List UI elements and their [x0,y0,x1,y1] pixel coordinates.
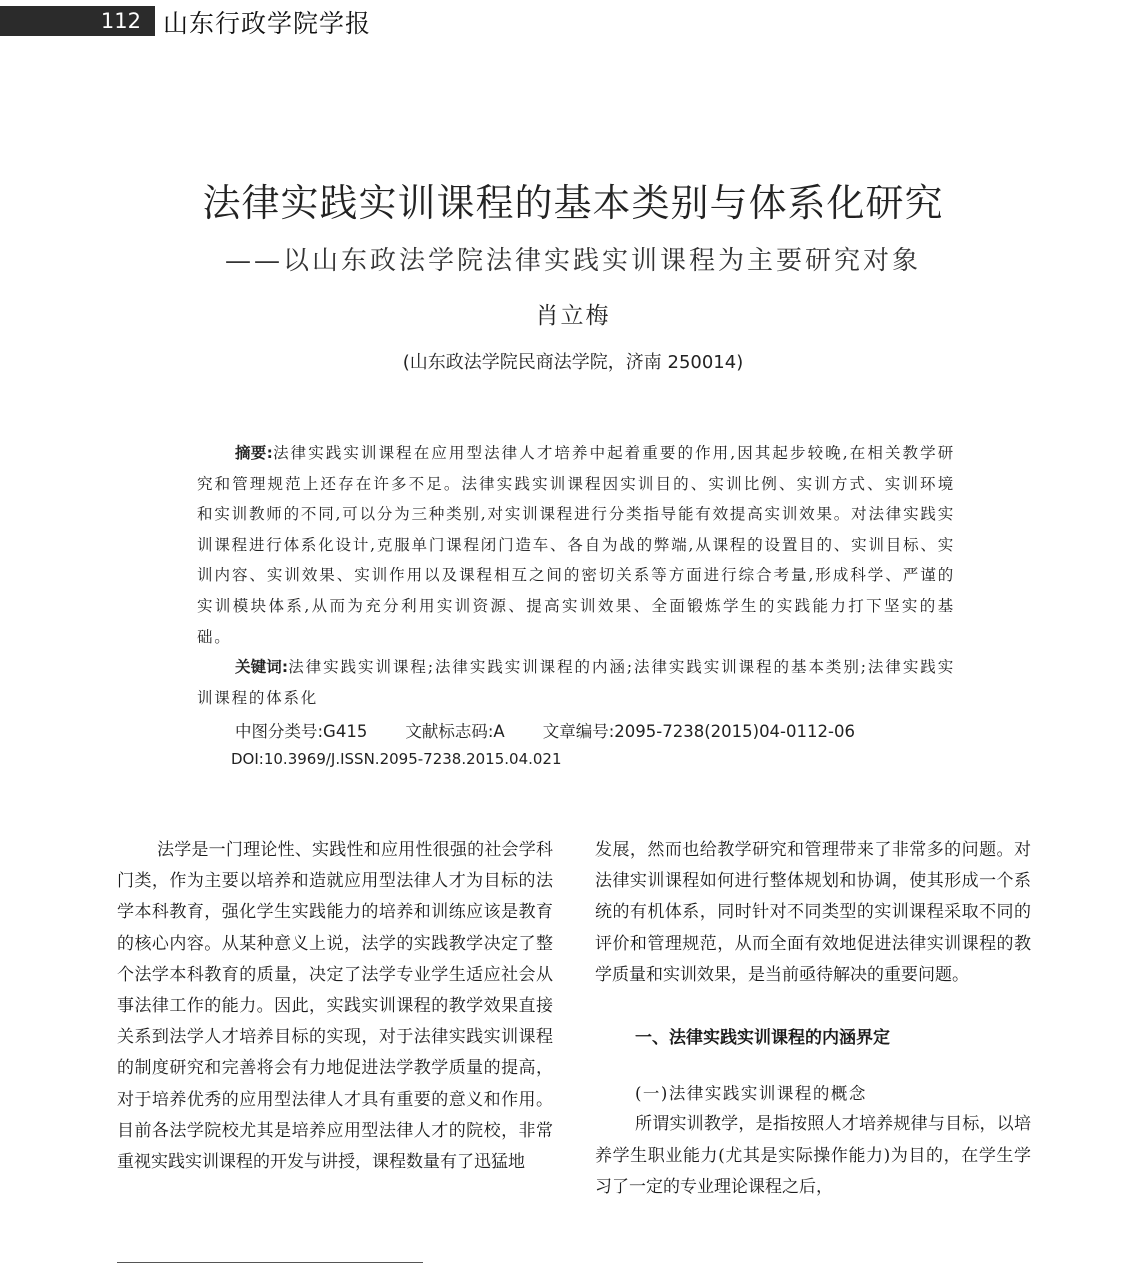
body-paragraph: 所谓实训教学，是指按照人才培养规律与目标，以培养学生职业能力(尤其是实际操作能力)为目的，在学生学习了一定的专业理论课程之后， [595,1114,1031,1197]
author-name: 肖立梅 [535,303,611,329]
abstract-label: 摘要: [235,444,273,462]
body-column-left [117,835,553,1178]
article-subtitle: ——以山东政法学院法律实践实训课程为主要研究对象 [224,246,921,276]
abstract-text: 法律实践实训课程在应用型法律人才培养中起着重要的作用,因其起步较晚,在相关教学研究和管理规范上还存在许多不足。法律实践实训课程因实训目的、实训比例、实训方式、实训环境和实训教师的不同,可以分为三种类别,对实训课程进行分类指导能有效提高实训效果。对法律实践实训课程进行体系化设计,克服单门课程闭门造车、各自为战的弊端,从课程的设置目的、实训目标、实训内容、实训效果、实训作用以及课程相互之间的密切关系等方面进行综合考量,形成科学、严谨的实训模块体系,从而为充分利用实训资源、提高实训效果、全面锻炼学生的实践能力打下坚实的基础。 [197,444,956,646]
classification-line [235,718,855,742]
author-affiliation: (山东政法学院民商法学院，济南 250014) [402,352,744,373]
body-paragraph: 法学是一门理论性、实践性和应用性很强的社会学科门类，作为主要以培养和造就应用型法律人才为目标的法学本科教育，强化学生实践能力的培养和训练应该是教育的核心内容。从某种意义上说，法学的实践教学决定了整个法学本科教育的质量，决定了法学专业学生适应社会从事法律工作的能力。因此，实践实训课程的教学效果直接关系到法学人才培养目标的实现，对于法律实践实训课程的制度研究和完善将会有力地促进法学教学质量的提高，对于培养优秀的应用型法律人才具有重要的意义和作用。目前各法学院校尤其是培养应用型法律人才的院校，非常重视实践实训课程的开发与讲授，课程数量有了迅猛地 [117,840,553,1173]
page-number: 112 [0,6,155,36]
footnote-divider [117,1262,423,1263]
body-column-right [595,835,1031,1203]
document-code: 文献标志码:A [405,722,505,741]
clc-number: 中图分类号:G415 [235,722,368,741]
abstract-paragraph [197,438,955,652]
abstract-section [197,438,955,713]
body-paragraph-continued: 发展，然而也给教学研究和管理带来了非常多的问题。对法律实训课程如何进行整体规划和协调，使其形成一个系统的有机体系，同时针对不同类型的实训课程采取不同的评价和管理规范，从而全面有效地促进法律实训课程的教学质量和实训效果，是当前亟待解决的重要问题。 [595,840,1031,985]
article-title: 法律实践实训课程的基本类别与体系化研究 [202,181,944,225]
keywords-label: 关键词: [235,658,289,677]
journal-name: 山东行政学院学报 [163,9,372,38]
doi: DOI:10.3969/J.ISSN.2095-7238.2015.04.021 [231,750,562,768]
article-number: 文章编号:2095-7238(2015)04-0112-06 [542,722,855,741]
section-heading: 一、法律实践实训课程的内涵界定 [635,1028,890,1049]
keywords-paragraph [197,652,955,713]
subsection-heading: (一)法律实践实训课程的概念 [635,1084,867,1104]
keywords-text: 法律实践实训课程;法律实践实训课程的内涵;法律实践实训课程的基本类别;法律实践实训课程的体系化 [197,658,956,707]
running-header [0,0,1146,48]
